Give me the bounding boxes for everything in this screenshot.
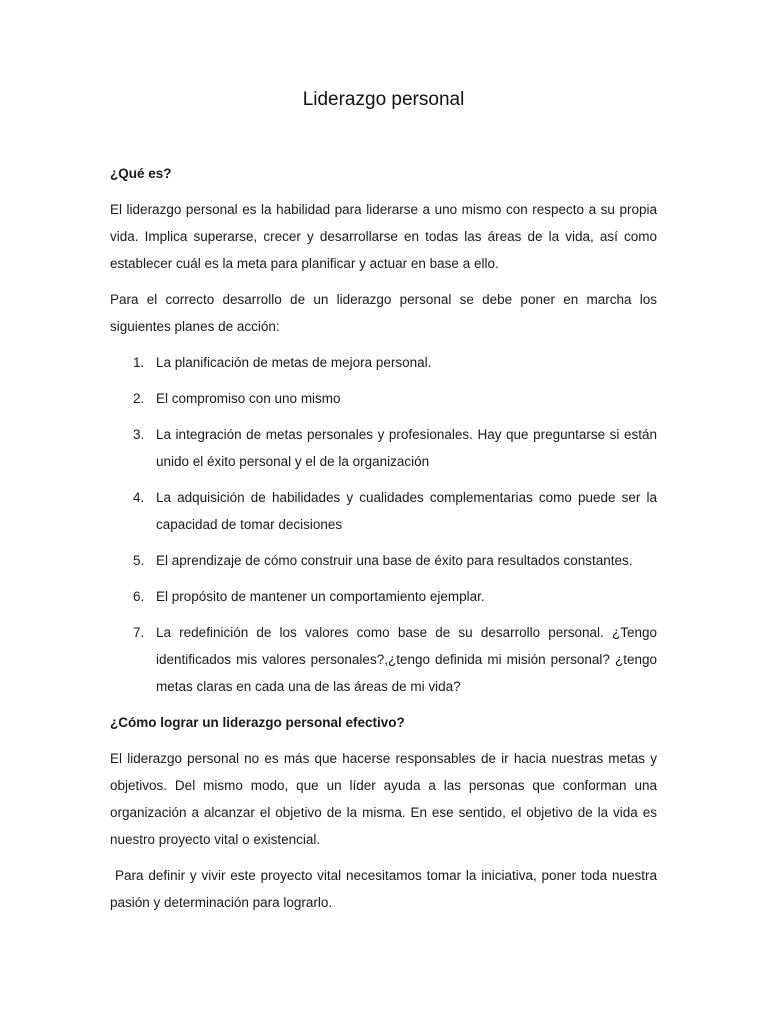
action-plan-list: [110, 349, 657, 700]
list-item: [110, 385, 657, 412]
document-title: Liderazgo personal: [302, 89, 465, 110]
list-item-number: 4.: [133, 490, 145, 505]
paragraph-effective-leadership: El liderazgo personal no es más que hacerse responsables de ir hacia nuestras metas y objetivos. Del mismo modo, que un líder ayuda a las personas que conforman una organización a alcanzar el objetivo de la misma. En ese sentido, el objetivo de la vida es nuestro proyecto vital o existencial.: [110, 751, 657, 847]
list-item: [110, 619, 657, 700]
paragraph-plan-intro: Para el correcto desarrollo de un liderazgo personal se debe poner en marcha los siguientes planes de acción:: [110, 292, 657, 334]
list-item: [110, 349, 657, 376]
list-item-text: El aprendizaje de cómo construir una base de éxito para resultados constantes.: [156, 553, 633, 568]
list-item-number: 6.: [133, 589, 145, 604]
section-heading-como-lograr: ¿Cómo lograr un liderazgo personal efectivo?: [110, 715, 405, 730]
list-item-number: 5.: [133, 553, 145, 568]
paragraph-definition: El liderazgo personal es la habilidad para liderarse a uno mismo con respecto a su propia vida. Implica superarse, crecer y desarrollarse en todas las áreas de la vida, así como establecer cuál es la meta para planificar y actuar en base a ello.: [110, 202, 657, 271]
list-item-text: El propósito de mantener un comportamiento ejemplar.: [156, 589, 485, 604]
list-item-number: 3.: [133, 427, 145, 442]
section-heading-que-es: ¿Qué es?: [110, 166, 172, 181]
document-body: [110, 86, 657, 925]
list-item-number: 1.: [133, 355, 145, 370]
list-item: [110, 547, 657, 574]
list-item-text: La adquisición de habilidades y cualidades complementarias como puede ser la capacidad de tomar decisiones: [156, 490, 657, 532]
list-item-number: 2.: [133, 391, 145, 406]
paragraph-vital-project: Para definir y vivir este proyecto vital necesitamos tomar la iniciativa, poner toda nuestra pasión y determinación para lograrlo.: [110, 868, 657, 910]
list-item: [110, 421, 657, 475]
list-item: [110, 484, 657, 538]
list-item-number: 7.: [133, 625, 145, 640]
list-item-text: El compromiso con uno mismo: [156, 391, 341, 406]
list-item-text: La redefinición de los valores como base de su desarrollo personal. ¿Tengo identificados mis valores personales?,¿tengo definida mi misión personal? ¿tengo metas claras en cada una de las áreas de mi vida?: [156, 625, 657, 694]
list-item-text: La planificación de metas de mejora personal.: [156, 355, 432, 370]
list-item: [110, 583, 657, 610]
list-item-text: La integración de metas personales y profesionales. Hay que preguntarse si están unido el éxito personal y el de la organización: [156, 427, 657, 469]
